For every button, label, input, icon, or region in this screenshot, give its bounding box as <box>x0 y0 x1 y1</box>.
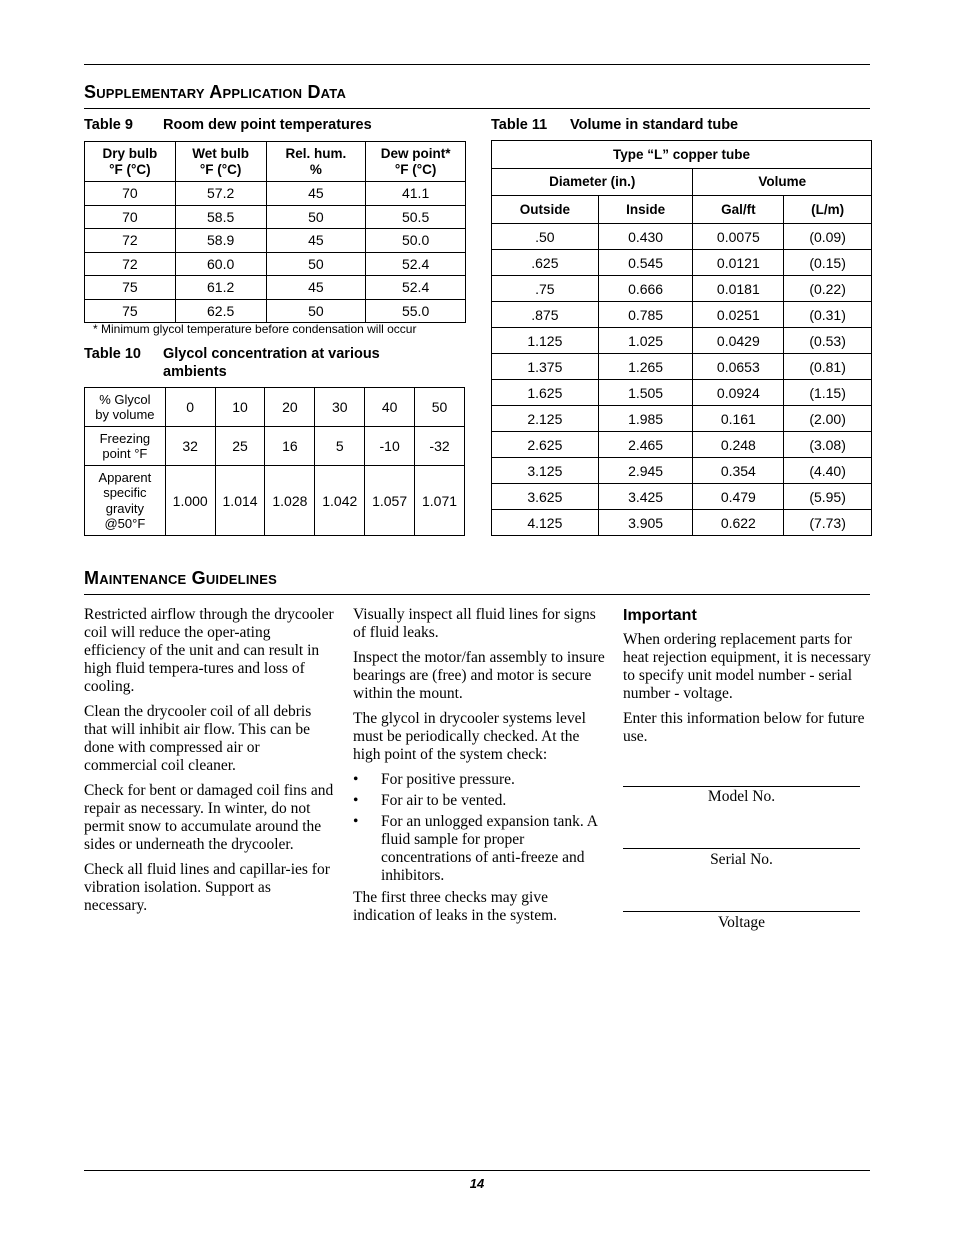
table-row <box>492 328 872 354</box>
table-cell: 0.0429 <box>693 328 784 354</box>
bullet: • <box>353 792 359 809</box>
table11-header-group-row <box>492 169 872 196</box>
table9-footnote: * Minimum glycol temperature before condensation will occur <box>93 322 417 336</box>
table9-number: Table 9 <box>84 117 133 133</box>
table-cell: 0.0121 <box>693 250 784 276</box>
footer-rule <box>84 1170 870 1171</box>
paragraph: Visually inspect all fluid lines for signs of fluid leaks. <box>353 606 596 641</box>
table-cell: 1.375 <box>492 354 599 380</box>
table-cell: .50 <box>492 224 599 250</box>
table9-caption <box>84 116 464 136</box>
paragraph: Restricted airflow through the drycooler coil will reduce the oper-ating efficiency of the unit and can result in high fluid tempera-tures and loss of cooling. <box>84 606 334 695</box>
table-cell: 1.071 <box>415 466 465 536</box>
page-number: 14 <box>469 1176 485 1191</box>
table11-number: Table 11 <box>491 117 548 133</box>
table-cell: 0.354 <box>693 458 784 484</box>
table-cell: 3.625 <box>492 484 599 510</box>
table9-header-dry-bulb: Dry bulb °F (°C) <box>85 142 176 182</box>
table11-caption <box>491 116 871 136</box>
table-cell: 50 <box>266 299 366 323</box>
important-heading: Important <box>623 607 697 624</box>
table-cell: (0.15) <box>784 250 872 276</box>
table-cell: 61.2 <box>175 276 266 300</box>
table-cell: 0.479 <box>693 484 784 510</box>
voltage-label: Voltage <box>717 914 766 931</box>
table11-title: Volume in standard tube <box>570 117 739 133</box>
table-cell: 0.430 <box>598 224 693 250</box>
table-row <box>492 224 872 250</box>
table-cell: 70 <box>85 205 176 229</box>
table9-header-rel-hum: Rel. hum. % <box>266 142 366 182</box>
table-cell: 1.625 <box>492 380 599 406</box>
table-cell: 10 <box>215 388 265 427</box>
table-cell: 2.945 <box>598 458 693 484</box>
table-cell: 0.0181 <box>693 276 784 302</box>
table10-title: Glycol concentration at various ambients <box>163 346 380 380</box>
table-cell: 0.545 <box>598 250 693 276</box>
table-cell: -10 <box>365 427 415 466</box>
table-row <box>85 182 466 206</box>
table11-header-outside: Outside <box>492 196 599 224</box>
paragraph: When ordering replacement parts for heat rejection equipment, it is necessary to specify unit model number - serial number - voltage. <box>623 631 871 702</box>
table-cell: 16 <box>265 427 315 466</box>
table-cell: 1.057 <box>365 466 415 536</box>
table10-row-label-gravity: Apparent specific gravity @50°F <box>85 466 166 536</box>
paragraph: Check for bent or damaged coil fins and repair as necessary. In winter, do not permit snow to accumulate around the sides or underneath the drycooler. <box>84 782 334 853</box>
table-row <box>492 302 872 328</box>
table-row <box>492 250 872 276</box>
table11-header-top-row <box>492 141 872 169</box>
table11-header-row <box>492 196 872 224</box>
table-cell: 0.0653 <box>693 354 784 380</box>
paragraph: Clean the drycooler coil of all debris that will inhibit air flow. This can be done with compressed air or commercial coil cleaner. <box>84 703 312 774</box>
table-cell: (0.53) <box>784 328 872 354</box>
table11-header-top: Type “L” copper tube <box>492 141 872 169</box>
table-row <box>492 484 872 510</box>
table-cell: 75 <box>85 276 176 300</box>
table-row <box>85 466 465 536</box>
table11-header-volume: Volume <box>693 169 872 196</box>
table11-header-diameter: Diameter (in.) <box>492 169 693 196</box>
table-cell: 58.9 <box>175 229 266 253</box>
table-row <box>492 458 872 484</box>
table-cell: 32 <box>165 427 215 466</box>
section-title-maintenance: Maintenance Guidelines <box>84 568 277 588</box>
table-cell: (1.15) <box>784 380 872 406</box>
table-cell: (0.09) <box>784 224 872 250</box>
table-row <box>85 229 466 253</box>
table-cell: 52.4 <box>366 276 466 300</box>
table-cell: 0.0251 <box>693 302 784 328</box>
table-cell: 0 <box>165 388 215 427</box>
table-cell: 57.2 <box>175 182 266 206</box>
table-cell: 50.0 <box>366 229 466 253</box>
table-cell: 52.4 <box>366 252 466 276</box>
table-cell: 1.985 <box>598 406 693 432</box>
section-rule-supplementary <box>84 108 870 109</box>
table-row <box>85 205 466 229</box>
table-cell: 45 <box>266 229 366 253</box>
table9 <box>84 141 466 323</box>
table-cell: 0.666 <box>598 276 693 302</box>
table-cell: 40 <box>365 388 415 427</box>
maintenance-column-1 <box>84 606 336 922</box>
table9-title: Room dew point temperatures <box>163 117 372 133</box>
check-list <box>353 771 605 885</box>
table-row <box>85 299 466 323</box>
list-item: • For air to be vented. <box>353 792 507 809</box>
table-cell: (0.22) <box>784 276 872 302</box>
table-cell: (5.95) <box>784 484 872 510</box>
table-cell: 0.0924 <box>693 380 784 406</box>
table10-row-label-glycol: % Glycol by volume <box>85 388 166 427</box>
table-cell: 1.042 <box>315 466 365 536</box>
table-cell: 60.0 <box>175 252 266 276</box>
table-cell: 30 <box>315 388 365 427</box>
table-cell: 1.505 <box>598 380 693 406</box>
table11-header-inside: Inside <box>598 196 693 224</box>
table-cell: .625 <box>492 250 599 276</box>
table-cell: 25 <box>215 427 265 466</box>
table-cell: 55.0 <box>366 299 466 323</box>
table-row <box>85 252 466 276</box>
table-row <box>85 427 465 466</box>
table-cell: (0.81) <box>784 354 872 380</box>
table9-header-wet-bulb: Wet bulb °F (°C) <box>175 142 266 182</box>
paragraph: Enter this information below for future use. <box>623 710 865 745</box>
table-cell: 5 <box>315 427 365 466</box>
maintenance-column-3 <box>623 606 871 753</box>
table-cell: 1.000 <box>165 466 215 536</box>
table-cell: 1.125 <box>492 328 599 354</box>
table-row <box>492 432 872 458</box>
table-row <box>492 380 872 406</box>
table-cell: 0.0075 <box>693 224 784 250</box>
table-cell: .75 <box>492 276 599 302</box>
table-cell: 0.785 <box>598 302 693 328</box>
table-cell: 2.465 <box>598 432 693 458</box>
table9-header-dew-point: Dew point* °F (°C) <box>366 142 466 182</box>
table-cell: 3.905 <box>598 510 693 536</box>
table11-header-gal-ft: Gal/ft <box>693 196 784 224</box>
table10-row-label-freezing: Freezing point °F <box>85 427 166 466</box>
table-cell: (0.31) <box>784 302 872 328</box>
table-cell: 45 <box>266 276 366 300</box>
table-cell: 1.028 <box>265 466 315 536</box>
table-cell: 58.5 <box>175 205 266 229</box>
list-item: • For positive pressure. <box>353 771 515 788</box>
paragraph: Check all fluid lines and capillar-ies for vibration isolation. Support as necessary. <box>84 861 330 914</box>
model-number-line[interactable] <box>623 786 860 787</box>
table-cell: 41.1 <box>366 182 466 206</box>
table11-header-l-m: (L/m) <box>784 196 872 224</box>
paragraph: The glycol in drycooler systems level must be periodically checked. At the high point of the system check: <box>353 710 586 763</box>
bullet: • <box>353 771 359 788</box>
table10 <box>84 387 465 536</box>
table-cell: -32 <box>415 427 465 466</box>
paragraph: The first three checks may give indication of leaks in the system. <box>353 889 558 924</box>
table-cell: 62.5 <box>175 299 266 323</box>
table-cell: (2.00) <box>784 406 872 432</box>
table-cell: 2.125 <box>492 406 599 432</box>
table-cell: 45 <box>266 182 366 206</box>
table9-header-row <box>85 142 466 182</box>
table-cell: 50 <box>415 388 465 427</box>
table-cell: 1.025 <box>598 328 693 354</box>
table11 <box>491 140 872 536</box>
table-row <box>492 510 872 536</box>
table-row <box>492 354 872 380</box>
table-cell: 50 <box>266 205 366 229</box>
top-rule <box>84 64 870 65</box>
table-cell: (3.08) <box>784 432 872 458</box>
section-title-supplementary: Supplementary Application Data <box>84 82 347 102</box>
table-cell: 1.265 <box>598 354 693 380</box>
table-cell: 20 <box>265 388 315 427</box>
table-cell: (7.73) <box>784 510 872 536</box>
bullet: • <box>353 813 359 830</box>
maintenance-column-2 <box>353 606 605 932</box>
table-cell: 0.248 <box>693 432 784 458</box>
table-cell: 0.161 <box>693 406 784 432</box>
voltage-line[interactable] <box>623 911 860 912</box>
table-cell: (4.40) <box>784 458 872 484</box>
paragraph: Inspect the motor/fan assembly to insure bearings are (free) and motor is secure within the mount. <box>353 649 605 702</box>
model-number-label: Model No. <box>707 788 776 805</box>
table-cell: .875 <box>492 302 599 328</box>
table-cell: 3.125 <box>492 458 599 484</box>
serial-number-label: Serial No. <box>710 851 773 868</box>
table-cell: 72 <box>85 252 176 276</box>
table-row <box>85 276 466 300</box>
table-cell: 50.5 <box>366 205 466 229</box>
table-cell: 0.622 <box>693 510 784 536</box>
section-rule-maintenance <box>84 594 870 595</box>
table-row <box>492 276 872 302</box>
table-row <box>85 388 465 427</box>
serial-number-line[interactable] <box>623 848 860 849</box>
table-row <box>492 406 872 432</box>
table-cell: 1.014 <box>215 466 265 536</box>
table10-caption <box>84 345 464 385</box>
table-cell: 72 <box>85 229 176 253</box>
table-cell: 4.125 <box>492 510 599 536</box>
table-cell: 70 <box>85 182 176 206</box>
table-cell: 3.425 <box>598 484 693 510</box>
table-cell: 2.625 <box>492 432 599 458</box>
table-cell: 50 <box>266 252 366 276</box>
table-cell: 75 <box>85 299 176 323</box>
list-item: • For an unlogged expansion tank. A fluid sample for proper concentrations of anti-freeze and inhibitors. <box>353 813 598 884</box>
table10-number: Table 10 <box>84 346 141 362</box>
